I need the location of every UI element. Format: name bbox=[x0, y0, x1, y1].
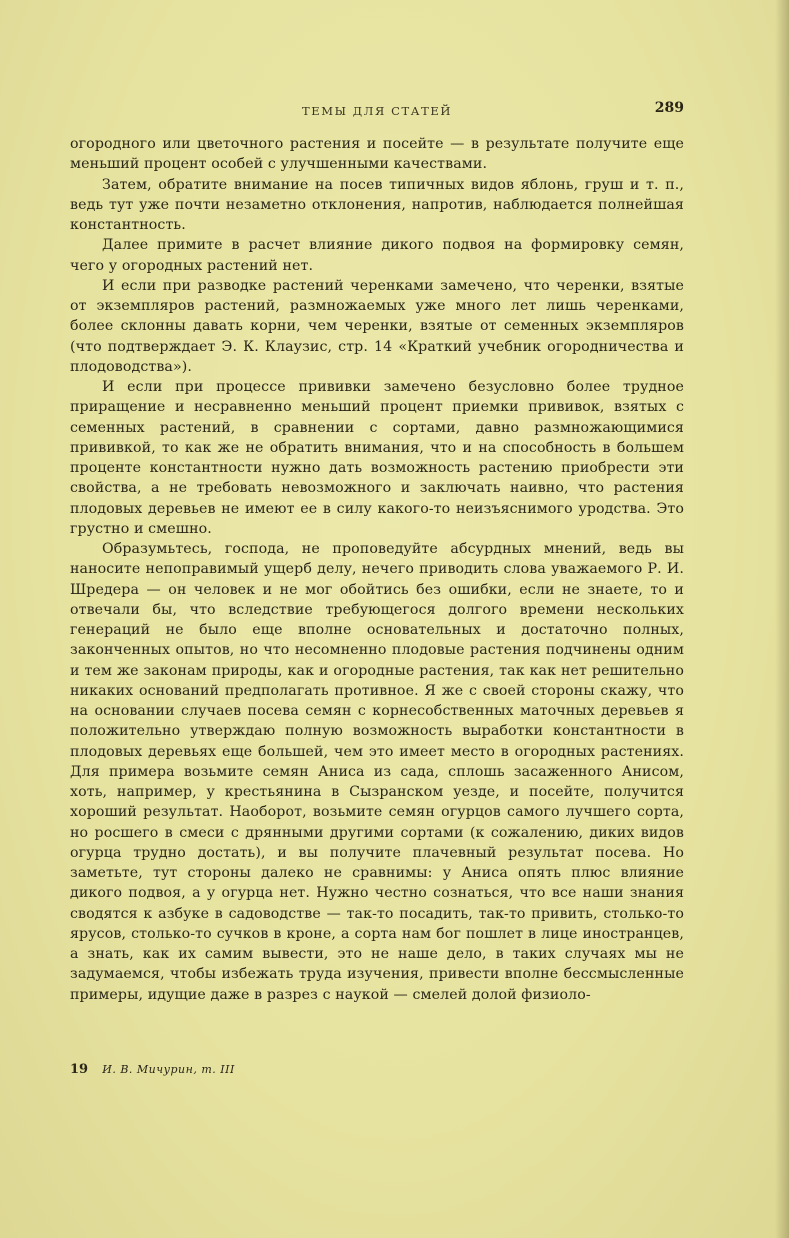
page-footer bbox=[70, 1062, 235, 1077]
paragraph: Затем, обратите внимание на посев типичных видов яблонь, груш и т. п., ведь тут уже почти незаметно отклонения, напротив, наблюдается полнейшая константность. bbox=[70, 176, 684, 233]
paragraph: огородного или цветочного растения и посейте — в результате получите еще меньший процент особей с улучшенными качествами. bbox=[70, 136, 684, 173]
page-number: 289 bbox=[654, 100, 684, 116]
paragraph: Далее примите в расчет влияние дикого подвоя на формировку семян, чего у огородных растений нет. bbox=[70, 237, 684, 274]
running-title: ТЕМЫ ДЛЯ СТАТЕЙ bbox=[302, 104, 452, 118]
signature-number: 19 bbox=[70, 1062, 89, 1077]
page-edge-shadow bbox=[775, 0, 789, 1238]
signature-text: И. В. Мичурин, т. III bbox=[102, 1063, 235, 1076]
paragraph: И если при процессе прививки замечено безусловно более трудное приращение и несравненно меньший процент приемки прививок, взятых с семенных растений, в сравнении с сортами, давно размножающимися прививкой, то как же не обратить внимания, что и на способность в большем проценте константности нужно дать возможность растению приобрести эти свойства, а не требовать невозможного и заключать наивно, что растения плодовых деревьев не имеют ее в силу какого-то неизъяснимого уродства. Это грустно и смешно. bbox=[70, 379, 684, 537]
body-text bbox=[70, 134, 684, 1005]
paragraph: И если при разводке растений черенками замечено, что черенки, взятые от экземпляров растений, размножаемых уже много лет лишь черенками, более склонны давать корни, чем черенки, взятые от семенных экземпляров (что подтверждает Э. К. Клаузис, стр. 14 «Краткий учебник огородничества и плодоводства»). bbox=[70, 277, 684, 375]
paragraph: Образумьтесь, господа, не проповедуйте абсурдных мнений, ведь вы наносите непоправимый ущерб делу, нечего приводить слова уважаемого Р. И. Шредера — он человек и не мог обойтись без ошибки, если не знаете, то и отвечали бы, что вследствие требующегося долгого времени нескольких генераций не было еще вполне основательных и достаточно полных, законченных опытов, но что несомненно плодовые растения подчинены одним и тем же законам природы, как и огородные растения, так как нет решительно никаких оснований предполагать противное. Я же с своей стороны скажу, что на основании случаев посева семян с корнесобственных маточных деревьев я положительно утверждаю полную возможность выработки константности в плодовых деревьях еще большей, чем это имеет место в огородных растениях. Для примера возьмите семян Аниса из сада, сплошь засаженного Анисом, хоть, например, у крестьянина в Сызранском уезде, и посейте, получится хороший результат. Наоборот, возьмите семян огурцов самого лучшего сорта, но росшего в смеси с дрянными другими сортами (к сожалению, диких видов огурца трудно достать), и вы получите плачевный результат посева. Но заметьте, тут стороны далеко не сравнимы: у Аниса опять плюс влияние дикого подвоя, а у огурца нет. Нужно честно сознаться, что все наши знания сводятся к азбуке в садоводстве — так-то посадить, так-то привить, столько-то ярусов, столько-то сучков в кроне, а сорта нам бог пошлет в лице иностранцев, а знать, как их самим вывести, это не наше дело, в таких случаях мы не задумаемся, чтобы избежать труда изучения, привести вполне бессмысленные примеры, идущие даже в разрез с наукой — смелей долой физиоло- bbox=[70, 541, 684, 1003]
page-header bbox=[70, 100, 684, 122]
